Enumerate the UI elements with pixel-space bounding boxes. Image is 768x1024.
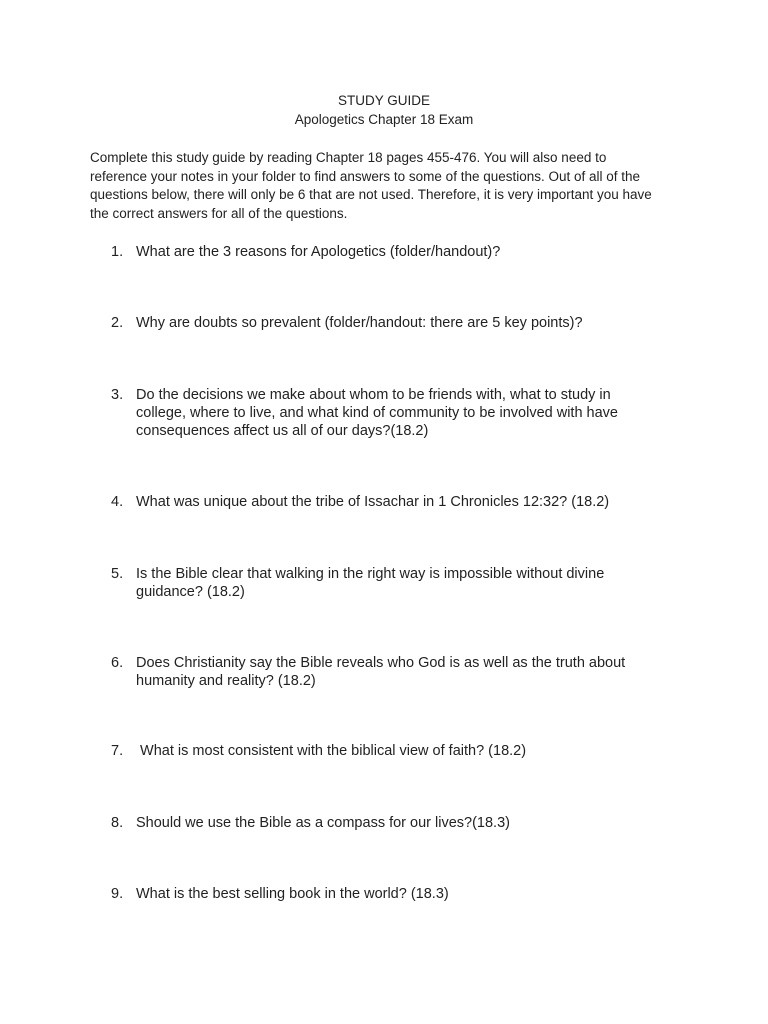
question-line: What was unique about the tribe of Issachar in 1 Chronicles 12:32? (18.2) xyxy=(136,494,610,510)
question-line: What are the 3 reasons for Apologetics (folder/handout)? xyxy=(136,244,501,260)
question-number: 8. xyxy=(111,815,124,831)
document-title: STUDY GUIDE xyxy=(337,93,430,108)
question-text xyxy=(136,654,696,690)
question-text xyxy=(136,742,696,760)
question-text xyxy=(136,314,696,332)
question-line: guidance? (18.2) xyxy=(136,584,245,601)
instructions-line: Complete this study guide by reading Chapter 18 pages 455-476. You will also need to xyxy=(90,150,607,165)
question-number: 7. xyxy=(111,743,124,759)
question-line: What is most consistent with the biblical view of faith? (18.2) xyxy=(136,743,527,759)
question-line: college, where to live, and what kind of community to be involved with have xyxy=(136,405,618,422)
question-text xyxy=(136,493,696,511)
question-line: humanity and reality? (18.2) xyxy=(136,673,316,690)
question-number: 1. xyxy=(111,244,124,260)
instructions-paragraph xyxy=(90,149,680,223)
question-line: Do the decisions we make about whom to be friends with, what to study in xyxy=(136,387,611,403)
question-text xyxy=(136,885,696,903)
instructions-line: the correct answers for all of the questions. xyxy=(90,205,348,221)
document-subtitle: Apologetics Chapter 18 Exam xyxy=(294,112,474,127)
instructions-line: reference your notes in your folder to find answers to some of the questions. Out of all of the xyxy=(90,168,641,184)
instructions-line: questions below, there will only be 6 that are not used. Therefore, it is very important you have xyxy=(90,187,652,202)
question-text xyxy=(136,565,696,601)
question-number: 6. xyxy=(111,655,124,671)
question-line: Does Christianity say the Bible reveals who God is as well as the truth about xyxy=(136,655,626,671)
question-line: Is the Bible clear that walking in the right way is impossible without divine xyxy=(136,566,605,582)
question-number: 4. xyxy=(111,494,124,510)
question-number: 3. xyxy=(111,387,124,403)
question-number: 5. xyxy=(111,566,124,582)
question-line: Should we use the Bible as a compass for our lives?(18.3) xyxy=(136,815,510,831)
question-text xyxy=(136,243,696,261)
question-number: 9. xyxy=(111,886,124,902)
question-number: 2. xyxy=(111,315,124,331)
question-text xyxy=(136,386,696,441)
question-text xyxy=(136,814,696,832)
question-line: consequences affect us all of our days?(18.2) xyxy=(136,423,429,440)
question-line: What is the best selling book in the world? (18.3) xyxy=(136,886,449,902)
question-line: Why are doubts so prevalent (folder/handout: there are 5 key points)? xyxy=(136,315,583,331)
